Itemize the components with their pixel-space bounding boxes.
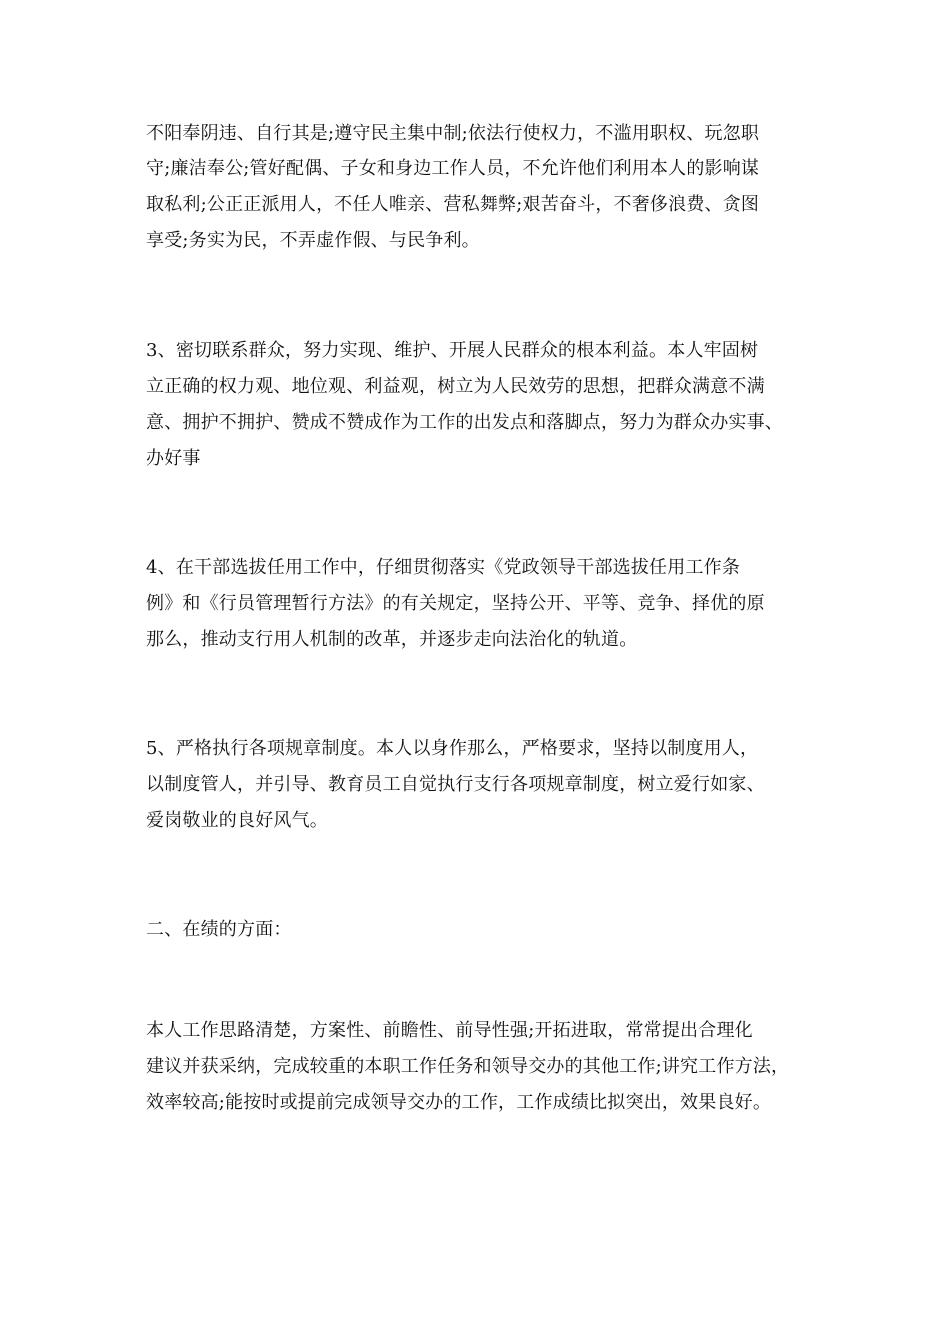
text-line: 本人工作思路清楚，方案性、前瞻性、前导性强;开拓进取，常常提出合理化 — [146, 1020, 753, 1041]
text-line: 效率较高;能按时或提前完成领导交办的工作，工作成绩比拟突出，效果良好。 — [146, 1092, 772, 1113]
text-line: 享受;务实为民，不弄虚作假、与民争利。 — [146, 230, 480, 251]
text-line: 以制度管人，并引导、教育员工自觉执行支行各项规章制度，树立爱行如家、 — [146, 774, 765, 795]
text-line: 立正确的权力观、地位观、利益观，树立为人民效劳的思想，把群众满意不满 — [146, 376, 765, 397]
text-line: 3、密切联系群众，努力实现、维护、开展人民群众的根本利益。本人牢固树 — [146, 340, 759, 361]
text-line: 建议并获采纳，完成较重的本职工作任务和领导交办的其他工作;讲究工作方法， — [146, 1056, 790, 1077]
text-line: 例》和《行员管理暂行方法》的有关规定，坚持公开、平等、竞争、择优的原 — [146, 593, 765, 614]
text-line: 那么，推动支行用人机制的改革，并逐步走向法治化的轨道。 — [146, 629, 638, 650]
text-line: 意、拥护不拥护、赞成不赞成作为工作的出发点和落脚点，努力为群众办实事、 — [146, 412, 783, 433]
heading-line: 二、在绩的方面： — [146, 919, 292, 940]
text-line: 守;廉洁奉公;管好配偶、子女和身边工作人员，不允许他们利用本人的影响谋 — [146, 158, 760, 179]
text-line: 办好事 — [146, 448, 201, 469]
text-line: 4、在干部选拔任用工作中，仔细贯彻落实《党政领导干部选拔任用工作条 — [146, 557, 741, 578]
text-line: 取私利;公正正派用人，不任人唯亲、营私舞弊;艰苦奋斗，不奢侈浪费、贪图 — [146, 194, 760, 215]
text-line: 爱岗敬业的良好风气。 — [146, 810, 328, 831]
text-line: 5、严格执行各项规章制度。本人以身作那么，严格要求，坚持以制度用人， — [146, 738, 759, 759]
text-line: 不阳奉阴违、自行其是;遵守民主集中制;依法行使权力，不滥用职权、玩忽职 — [146, 123, 760, 144]
